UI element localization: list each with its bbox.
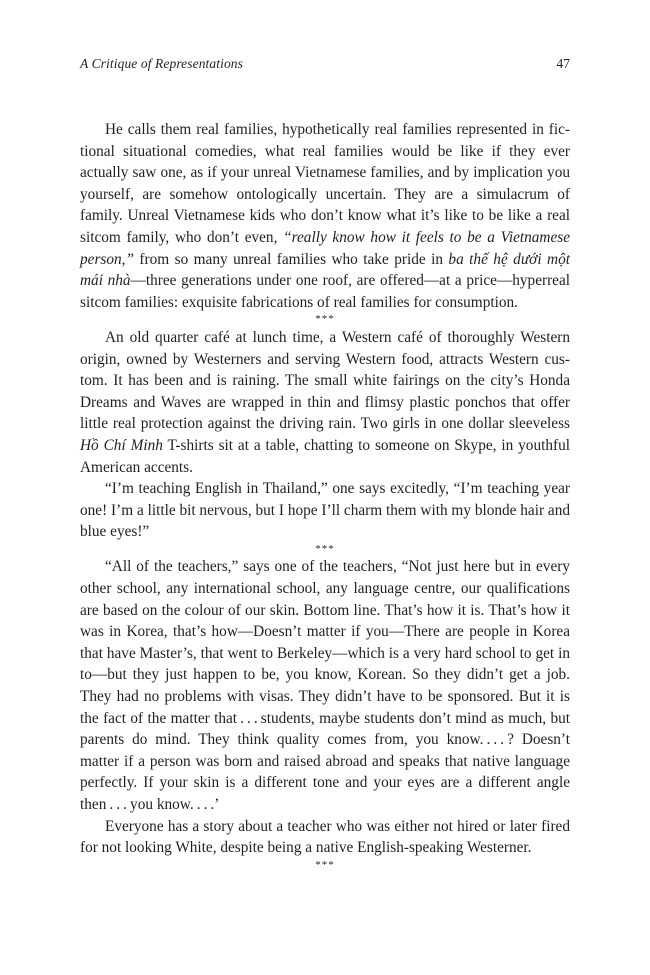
section-separator: *** (315, 858, 335, 871)
italic-quote: “really know how it feels to be a Vietnamese person,” (80, 228, 570, 268)
paragraph (80, 119, 570, 313)
section-separator: *** (315, 542, 335, 555)
running-head (80, 56, 570, 74)
italic-name: Hồ Chí Minh (80, 436, 163, 454)
body-text (80, 119, 570, 872)
text-run: from so many unreal families who take pride in (133, 250, 449, 268)
text-run: An old quarter café at lunch time, a Western café of thoroughly Western origin, owned by Westerners and serving Western food, attracts Western custom. It has been and is raining. The small white fairings on the city’s Honda Dreams and Waves are wrapped in thin and flimsy plastic ponchos that offer little real protection against the driving rain. Two girls in one dollar sleeveless (80, 328, 570, 433)
page-number: 47 (556, 56, 570, 71)
text-run: Everyone has a story about a teacher who was either not hired or later fired for not looking White, despite being a native English-speaking Westerner. (80, 817, 570, 857)
text-run: “All of the teachers,” says one of the teachers, “Not just here but in every other school, any international school, any language centre, our qualifications are based on the colour of our skin. Bottom line. That’s how it is. That’s how it was in Korea, that’s how—Doesn’t matter if you—There are people in Korea that have Master’s, that went to Berkeley—which is a very hard school to get in to—but they just happen to be, you know, Korean. So they didn’t get a job. They had no problems with visas. They didn’t have to be sponsored. But it is the fact of the matter that . . . students, maybe students don’t mind as much, but parents do mind. They think quality comes from, you know. . . . ? Doesn’t matter if a person was born and raised abroad and speaks that native language perfectly. If your skin is a different tone and your eyes are a different angle then . . . you know. . . .’ (80, 558, 570, 813)
paragraph (80, 327, 570, 478)
text-run: —three generations under one roof, are offered—at a price—hyperreal sitcom families: exquisite fabrications of real families for consumption. (80, 272, 571, 311)
section-separator: *** (315, 313, 335, 326)
text-run: He calls them real families, hypothetically real families represented in fictional situational comedies, what real families would be like if they ever actually saw one, as if your unreal Vietnamese families, and by implication you yourself, are somehow ontologically uncertain. They are a simulacrum of family. Unreal Vietnamese kids who don’t know what it’s like to be like a real sitcom family, who don’t even, (80, 121, 570, 246)
italic-vietnamese-phrase: ba thế hệ dưới một mái nhà (80, 250, 570, 290)
paragraph (80, 816, 570, 859)
paragraph (80, 556, 570, 815)
paragraph (80, 478, 570, 543)
text-run: T-shirts sit at a table, chatting to someone on Skype, in youthful American accents. (80, 436, 570, 476)
running-head-title: A Critique of Representations (80, 56, 244, 71)
text-run: “I’m teaching English in Thailand,” one says excitedly, “I’m teaching year one! I’m a little bit nervous, but I hope I’ll charm them with my blonde hair and blue eyes!” (80, 480, 570, 541)
